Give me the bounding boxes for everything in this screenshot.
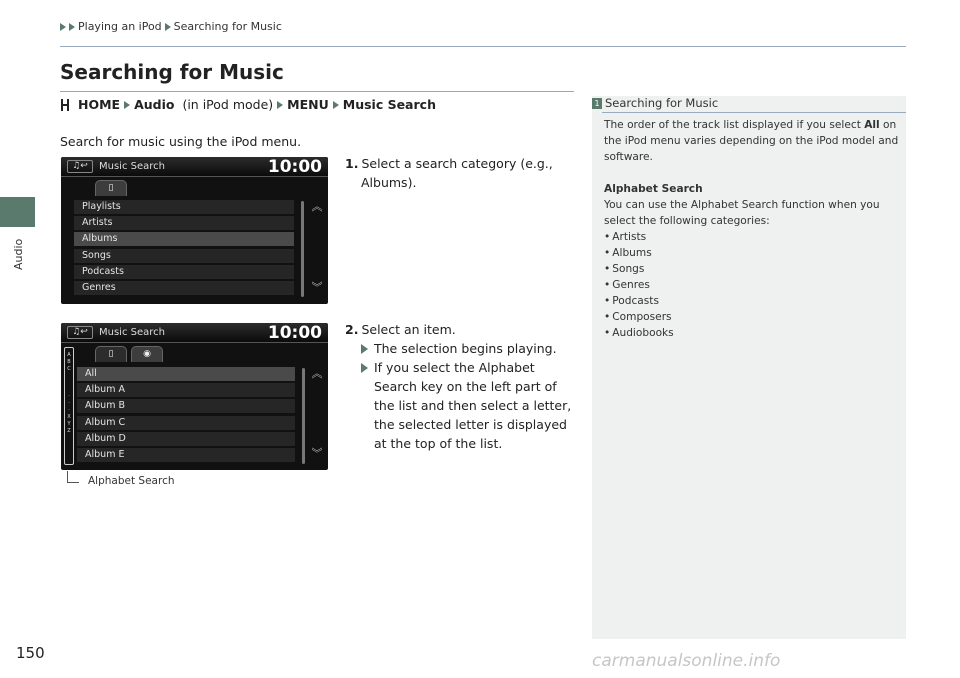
triangle-icon: [60, 23, 66, 31]
music-icon: ♫↩: [67, 326, 93, 339]
callout-line: [67, 471, 79, 483]
note-subtext: You can use the Alphabet Search function when you select the following categories:: [604, 199, 880, 227]
list-item[interactable]: Album B: [77, 399, 295, 413]
scrollbar[interactable]: [301, 201, 304, 297]
nav-home: HOME: [78, 97, 121, 112]
screen-title: Music Search: [99, 161, 165, 172]
list-item[interactable]: Playlists: [74, 200, 294, 214]
nav-audio: Audio: [134, 97, 175, 112]
step-result: The selection begins playing.: [374, 341, 557, 356]
clock: 10:00: [267, 323, 322, 343]
screen-items: [61, 323, 328, 470]
step-2: [345, 320, 575, 453]
alphabet-search-key[interactable]: A B C · · · X Y Z: [64, 347, 74, 465]
page-title: Searching for Music: [60, 60, 284, 84]
scroll-down-icon[interactable]: ︾: [311, 281, 323, 294]
home-icon: [60, 99, 70, 111]
note-rule: [602, 112, 906, 113]
screen-title: Music Search: [99, 327, 165, 338]
step-text: Select a search category (e.g.,: [361, 156, 553, 171]
list-item: • Albums: [604, 245, 900, 261]
list-item[interactable]: Podcasts: [74, 265, 294, 279]
screen-header: [61, 323, 328, 343]
triangle-icon: [69, 23, 75, 31]
breadcrumb-item[interactable]: Searching for Music: [173, 20, 282, 33]
list-item[interactable]: Artists: [74, 216, 294, 230]
step-1: [345, 154, 570, 192]
ipod-tab[interactable]: ▯: [95, 180, 127, 196]
list-item[interactable]: Songs: [74, 249, 294, 263]
step-text-close: ).: [407, 175, 417, 190]
list-item-selected[interactable]: All: [77, 367, 295, 381]
section-label: Audio: [12, 238, 25, 270]
list-item: • Songs: [604, 261, 900, 277]
breadcrumb: [60, 20, 282, 33]
nav-path: [60, 97, 436, 112]
scroll-up-icon[interactable]: ︽: [311, 367, 323, 380]
screen-category: [61, 157, 328, 304]
section-tab: [0, 197, 35, 227]
list-item: • Audiobooks: [604, 325, 900, 341]
category-list: [74, 200, 294, 297]
step-result: If you select the Alphabet Search key on the left part of the list and then select a letter, the selected letter is displayed at the top of the list.: [374, 360, 572, 451]
ipod-tab[interactable]: ▯: [95, 346, 127, 362]
list-item: • Artists: [604, 229, 900, 245]
note-body: [604, 117, 900, 341]
result-arrow-icon: [361, 344, 368, 354]
note-number: 1: [592, 98, 602, 109]
scroll-up-icon[interactable]: ︽: [311, 200, 323, 213]
item-list: [77, 367, 295, 464]
header-rule: [60, 46, 906, 47]
list-item[interactable]: Genres: [74, 281, 294, 295]
list-item[interactable]: Album C: [77, 416, 295, 430]
watermark: carmanualsonline.info: [592, 651, 781, 671]
nav-music-search: Music Search: [342, 97, 436, 112]
list-item: • Composers: [604, 309, 900, 325]
list-item[interactable]: Album D: [77, 432, 295, 446]
screen-tabs: [61, 344, 328, 362]
disc-tab[interactable]: ◉: [131, 346, 163, 362]
note-subheading: Alphabet Search: [604, 183, 703, 195]
scroll-down-icon[interactable]: ︾: [311, 447, 323, 460]
step-example: Albums: [361, 175, 408, 190]
nav-menu: MENU: [287, 97, 329, 112]
triangle-icon: [333, 101, 339, 109]
title-rule: [60, 91, 574, 92]
step-text: Select an item.: [361, 322, 456, 337]
triangle-icon: [165, 23, 171, 31]
breadcrumb-item[interactable]: Playing an iPod: [78, 20, 162, 33]
list-item: • Podcasts: [604, 293, 900, 309]
list-item[interactable]: Album A: [77, 383, 295, 397]
screen-header: [61, 157, 328, 177]
triangle-icon: [277, 101, 283, 109]
step-number: 2.: [345, 322, 359, 337]
note-paragraph: The order of the track list displayed if you select All on the iPod menu varies depending on the iPod model and software.: [604, 119, 899, 163]
music-icon: ♫↩: [67, 160, 93, 173]
list-item: • Genres: [604, 277, 900, 293]
scrollbar[interactable]: [302, 368, 305, 464]
triangle-icon: [124, 101, 130, 109]
callout-label: Alphabet Search: [88, 475, 175, 487]
note-heading: 1 Searching for Music: [592, 96, 718, 110]
list-item-selected[interactable]: Albums: [74, 232, 294, 246]
nav-audio-note: (in iPod mode): [178, 97, 274, 112]
screen-tabs: [61, 178, 328, 196]
category-bullet-list: [604, 229, 900, 341]
result-arrow-icon: [361, 363, 368, 373]
list-item[interactable]: Album E: [77, 448, 295, 462]
intro-text: Search for music using the iPod menu.: [60, 134, 302, 149]
step-number: 1.: [345, 156, 359, 171]
page-number: 150: [16, 644, 45, 662]
clock: 10:00: [267, 157, 322, 177]
